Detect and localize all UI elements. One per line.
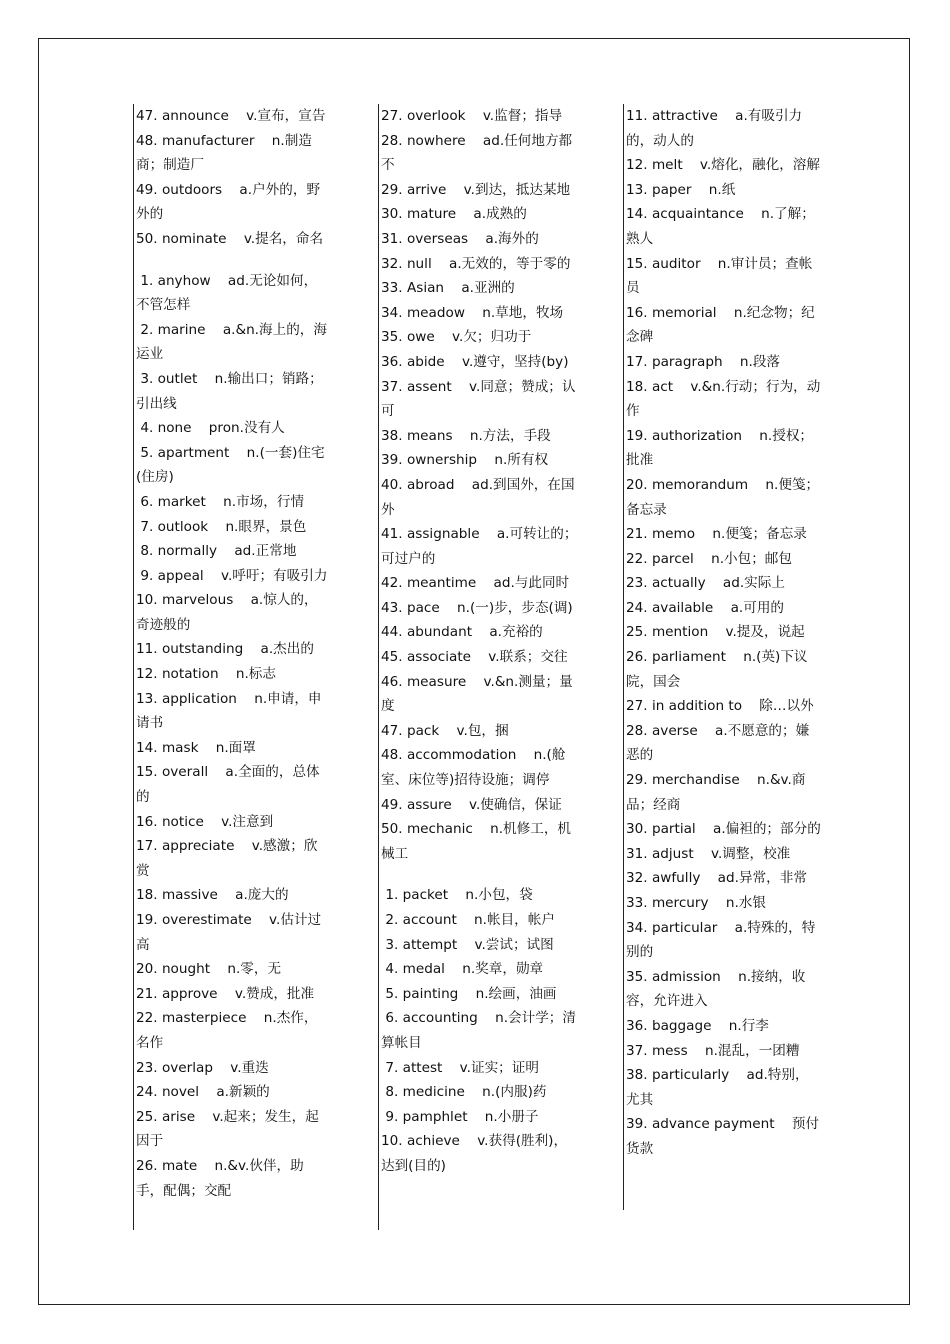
vocab-entry: 27. in addition to 除…以外 (626, 698, 814, 715)
vocab-entry: 36. abide v.遵守，坚持(by) (381, 353, 569, 370)
vocab-entry: 34. meadow n.草地，牧场 (381, 304, 564, 321)
vocab-entry: 46. measure v.&n.测量；量度 (381, 673, 573, 715)
vocab-entry: 38. means n.方法，手段 (381, 427, 551, 444)
vocab-entry: 24. novel a.新颖的 (136, 1084, 270, 1101)
vocab-entry: 21. memo n.便笺；备忘录 (626, 526, 807, 543)
vocab-entry: 30. mature a.成熟的 (381, 206, 527, 223)
vocab-entry: 4. medal n.奖章，勋章 (381, 961, 544, 978)
vocab-entry: 47. pack v.包，捆 (381, 722, 509, 739)
vocab-entry: 19. overestimate v.估计过高 (136, 912, 322, 953)
vocab-entry: 7. outlook n.眼界，景色 (136, 518, 307, 535)
vocab-entry: 12. notation n.标志 (136, 666, 276, 683)
vocab-entry: 6. market n.市场，行情 (136, 493, 305, 510)
vocab-entry: 22. masterpiece n.杰作，名作 (136, 1010, 318, 1051)
vocab-entry: 16. memorial n.纪念物；纪念碑 (626, 304, 815, 346)
vocab-entry: 28. nowhere ad.任何地方都不 (381, 132, 573, 174)
vocab-entry: 42. meantime ad.与此同时 (381, 575, 570, 592)
vocab-entry: 24. available a.可用的 (626, 599, 785, 616)
vocab-entry: 7. attest v.证实；证明 (381, 1059, 539, 1076)
vocab-entry: 6. accounting n.会计学；清算帐目 (381, 1010, 576, 1051)
vocab-entry: 23. actually ad.实际上 (626, 575, 785, 592)
vocab-column-3 (623, 104, 821, 1210)
vocab-entry: 9. pamphlet n.小册子 (381, 1108, 539, 1125)
vocab-entry: 15. overall a.全面的，总体的 (136, 764, 320, 806)
vocab-entry: 8. medicine n.(内服)药 (381, 1084, 547, 1101)
vocab-entry: 15. auditor n.审计员；查帐员 (626, 255, 813, 297)
vocab-entry: 2. marine a.&n.海上的，海运业 (136, 321, 327, 363)
vocab-entry: 1. packet n.小包，袋 (381, 887, 533, 904)
vocab-entry: 25. arise v.起来；发生，起因于 (136, 1108, 319, 1150)
vocab-entry: 8. normally ad.正常地 (136, 543, 297, 560)
vocab-entry: 49. assure v.使确信，保证 (381, 796, 562, 813)
vocab-entry: 48. manufacturer n.制造商；制造厂 (136, 132, 312, 174)
vocab-entry: 27. overlook v.监督；指导 (381, 108, 563, 124)
vocab-entry: 38. particularly ad.特别，尤其 (626, 1067, 809, 1108)
vocab-entry: 25. mention v.提及，说起 (626, 624, 805, 641)
vocab-entry: 41. assignable a.可转让的；可过户的 (381, 526, 578, 567)
vocab-entry: 11. attractive a.有吸引力的，动人的 (626, 108, 803, 149)
vocab-entry: 45. associate v.联系；交往 (381, 649, 568, 666)
vocab-entry: 4. none pron.没有人 (136, 420, 285, 437)
vocab-entry: 35. admission n.接纳，收容，允许进入 (626, 968, 806, 1010)
vocab-entry: 18. act v.&n.行动；行为，动作 (626, 378, 821, 420)
vocab-entry: 28. averse a.不愿意的；嫌恶的 (626, 722, 810, 764)
vocab-entry: 26. mate n.&v.伙伴，助手，配偶；交配 (136, 1157, 304, 1199)
vocab-entry: 21. approve v.赞成，批准 (136, 985, 315, 1002)
vocab-entry: 40. abroad ad.到国外，在国外 (381, 476, 575, 518)
vocab-entry: 3. attempt v.尝试；试图 (381, 936, 554, 953)
vocab-column-2 (378, 104, 578, 1230)
vocab-entry: 17. paragraph n.段落 (626, 353, 781, 370)
vocab-entry: 33. mercury n.水银 (626, 895, 766, 911)
vocab-entry: 3. outlet n.输出口；销路；引出线 (136, 370, 323, 412)
vocab-entry: 5. painting n.绘画，油画 (381, 985, 557, 1002)
vocab-entry: 13. application n.申请，申请书 (136, 690, 322, 732)
section-gap (381, 866, 578, 883)
vocab-entry: 44. abundant a.充裕的 (381, 624, 543, 641)
vocab-entry: 16. notice v.注意到 (136, 813, 274, 830)
vocab-entry: 39. advance payment 预付货款 (626, 1116, 820, 1157)
vocab-entry: 19. authorization n.授权；批准 (626, 427, 814, 469)
vocab-entry: 5. apartment n.(一套)住宅(住房) (136, 444, 325, 486)
vocab-entry: 48. accommodation n.(舱室、床位等)招待设施；调停 (381, 747, 566, 789)
vocab-entry: 31. adjust v.调整，校准 (626, 845, 791, 862)
vocab-entry: 23. overlap v.重迭 (136, 1059, 269, 1076)
vocab-entry: 10. achieve v.获得(胜利)，达到(目的) (381, 1133, 568, 1174)
vocab-entry: 26. parliament n.(英)下议院，国会 (626, 649, 808, 690)
vocab-entry: 37. assent v.同意；赞成；认可 (381, 378, 576, 420)
vocab-entry: 9. appeal v.呼吁；有吸引力 (136, 567, 328, 584)
vocab-entry: 1. anyhow ad.无论如何，不管怎样 (136, 272, 318, 314)
vocab-entry: 2. account n.帐目，帐户 (381, 912, 555, 928)
vocab-entry: 33. Asian a.亚洲的 (381, 280, 515, 297)
vocab-entry: 13. paper n.纸 (626, 181, 736, 198)
vocab-entry: 49. outdoors a.户外的，野外的 (136, 181, 321, 223)
vocab-entry: 20. memorandum n.便笺；备忘录 (626, 476, 820, 518)
vocab-entry: 22. parcel n.小包；邮包 (626, 550, 792, 567)
vocab-entry: 17. appreciate v.感激；欣赏 (136, 838, 318, 879)
vocab-entry: 37. mess n.混乱，一团糟 (626, 1042, 800, 1059)
vocab-entry: 29. merchandise n.&v.商品；经商 (626, 772, 806, 813)
vocab-entry: 50. nominate v.提名，命名 (136, 230, 324, 247)
vocab-entry: 34. particular a.特殊的，特别的 (626, 919, 816, 961)
vocab-entry: 10. marvelous a.惊人的，奇迹般的 (136, 592, 318, 633)
vocab-entry: 11. outstanding a.杰出的 (136, 641, 314, 658)
vocab-entry: 14. mask n.面罩 (136, 739, 256, 756)
vocab-entry: 18. massive a.庞大的 (136, 887, 289, 904)
vocab-entry: 50. mechanic n.机修工，机械工 (381, 821, 572, 862)
section-gap (136, 252, 328, 269)
vocab-entry: 32. null a.无效的，等于零的 (381, 255, 571, 272)
vocab-entry: 47. announce v.宣布，宣告 (136, 108, 326, 124)
vocab-entry: 14. acquaintance n.了解；熟人 (626, 206, 815, 247)
vocab-column-1 (133, 104, 328, 1230)
vocab-entry: 39. ownership n.所有权 (381, 452, 549, 469)
vocab-entry: 32. awfully ad.异常，非常 (626, 870, 807, 887)
vocab-entry: 30. partial a.偏袒的；部分的 (626, 821, 821, 838)
vocab-entry: 20. nought n.零，无 (136, 961, 282, 978)
vocab-entry: 29. arrive v.到达，抵达某地 (381, 181, 571, 198)
vocab-entry: 31. overseas a.海外的 (381, 230, 539, 247)
vocab-entry: 35. owe v.欠；归功于 (381, 329, 532, 346)
vocab-entry: 43. pace n.(一)步，步态(调) (381, 599, 573, 616)
vocab-entry: 12. melt v.熔化，融化，溶解 (626, 157, 820, 174)
vocab-entry: 36. baggage n.行李 (626, 1017, 769, 1034)
